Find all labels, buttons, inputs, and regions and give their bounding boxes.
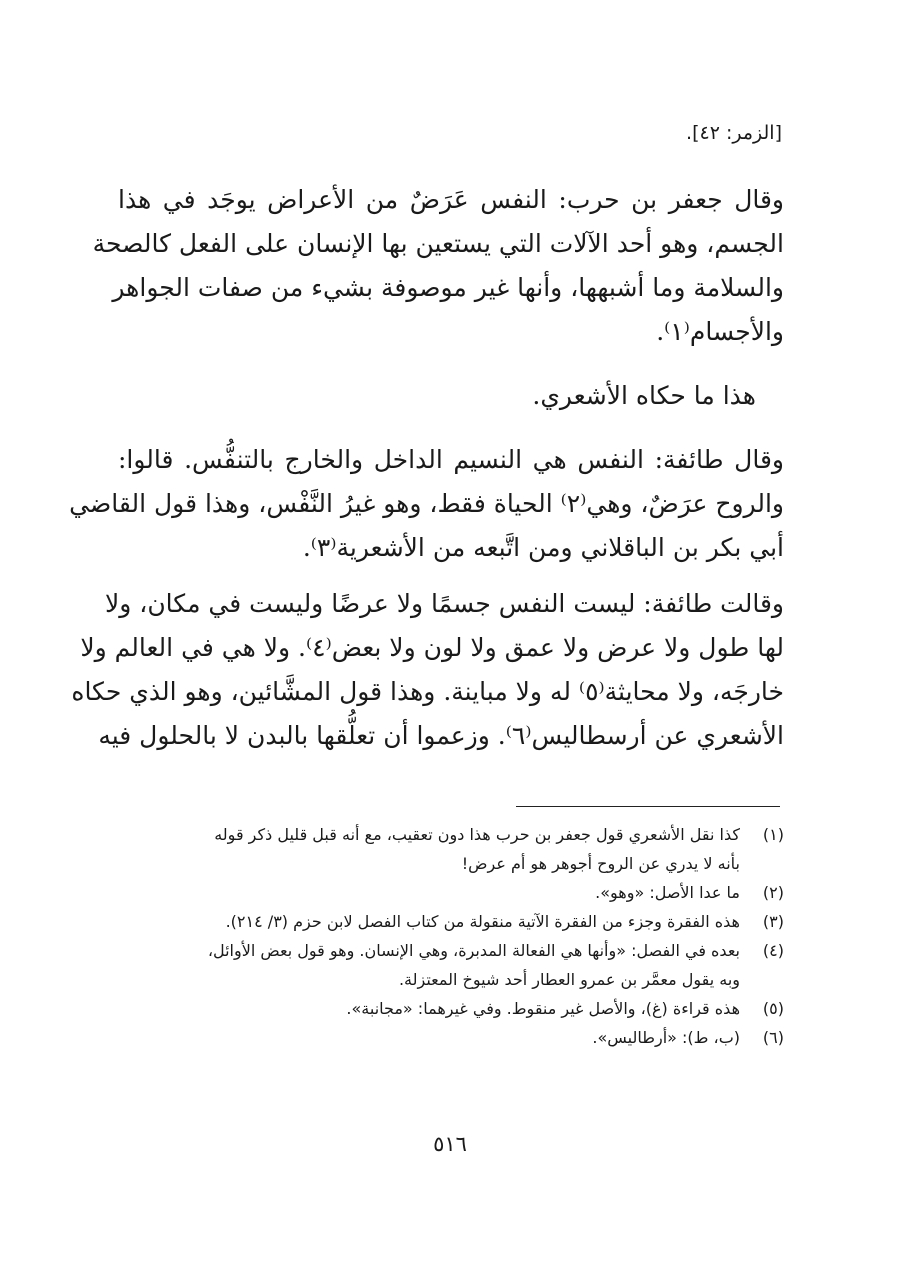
footnote-number: (٣) [762, 912, 784, 931]
footnote-2 [118, 878, 784, 907]
footnote-divider [516, 806, 780, 807]
footnote-text: ما عدا الأصل: «وهو». [595, 883, 740, 902]
text-line: الأشعري عن أرسطاليس⁽٦⁾. وزعموا أن تعلُّقها بالبدن لا بالحلول فيه [98, 721, 784, 750]
footnote-text: كذا نقل الأشعري قول جعفر بن حرب هذا دون تعقيب، مع أنه قبل قليل ذكر قوله [214, 825, 740, 844]
footnote-6 [118, 1023, 784, 1052]
footnote-text: هذه الفقرة وجزء من الفقرة الآتية منقولة من كتاب الفصل لابن حزم (٣/ ٢١٤). [225, 912, 740, 931]
paragraph-2 [118, 374, 784, 418]
footnote-number: (٥) [762, 999, 784, 1018]
text-line: أبي بكر بن الباقلاني ومن اتَّبعه من الأشعرية⁽٣⁾. [302, 533, 784, 562]
footnote-text: (ب، ط): «أرطاليس». [592, 1028, 740, 1047]
footnote-text: بأنه لا يدري عن الروح أجوهر هو أم عرض! [461, 854, 740, 873]
text-line: خارجَه، ولا محايثة⁽٥⁾ له ولا مباينة. وهذا قول المشَّائين، وهو الذي حكاه [71, 677, 784, 706]
footnote-number: (٦) [762, 1028, 784, 1047]
text-line: لها طول ولا عرض ولا عمق ولا لون ولا بعض⁽٤⁾. ولا هي في العالم ولا [80, 633, 784, 662]
footnote-3 [118, 907, 784, 936]
text-line: وقالت طائفة: ليست النفس جسمًا ولا عرضًا وليست في مكان، ولا [104, 589, 784, 618]
footnote-number: (١) [762, 825, 784, 844]
paragraph-3 [69, 438, 784, 570]
footnote-4 [118, 936, 784, 994]
text-line: الجسم، وهو أحد الآلات التي يستعين بها الإنسان على الفعل كالصحة [92, 229, 784, 258]
text-line: والروح عرَضٌ، وهي⁽٢⁾ الحياة فقط، وهو غيرُ النَّفْس، وهذا قول القاضي [69, 489, 784, 518]
footnote-text: وبه يقول معمَّر بن عمرو العطار أحد شيوخ المعتزلة. [398, 970, 740, 989]
text-line: وقال جعفر بن حرب: النفس عَرَضٌ من الأعراض يوجَد في هذا [118, 185, 784, 214]
footnote-5 [118, 994, 784, 1023]
quran-reference: [الزمر: ٤٢]. [686, 122, 782, 144]
footnotes [118, 820, 784, 1052]
footnote-number: (٤) [762, 941, 784, 960]
footnote-text: بعده في الفصل: «وأنها هي الفعالة المدبرة، وهي الإنسان. وهو قول بعض الأوائل، [207, 941, 740, 960]
text-line: والسلامة وما أشبهها، وأنها غير موصوفة بشيء من صفات الجواهر [112, 273, 784, 302]
paragraph-1 [92, 178, 784, 354]
paragraph-4 [71, 582, 784, 758]
page-number: ٥١٦ [433, 1132, 467, 1156]
footnote-text: هذه قراءة (غ)، والأصل غير منقوط. وفي غيرهما: «مجانبة». [346, 999, 740, 1018]
text-line: هذا ما حكاه الأشعري. [532, 381, 756, 410]
footnote-1 [118, 820, 784, 878]
footnote-number: (٢) [762, 883, 784, 902]
text-line: وقال طائفة: النفس هي النسيم الداخل والخارج بالتنفُّس. قالوا: [118, 445, 784, 474]
text-line: والأجسام⁽١⁾. [656, 317, 784, 346]
